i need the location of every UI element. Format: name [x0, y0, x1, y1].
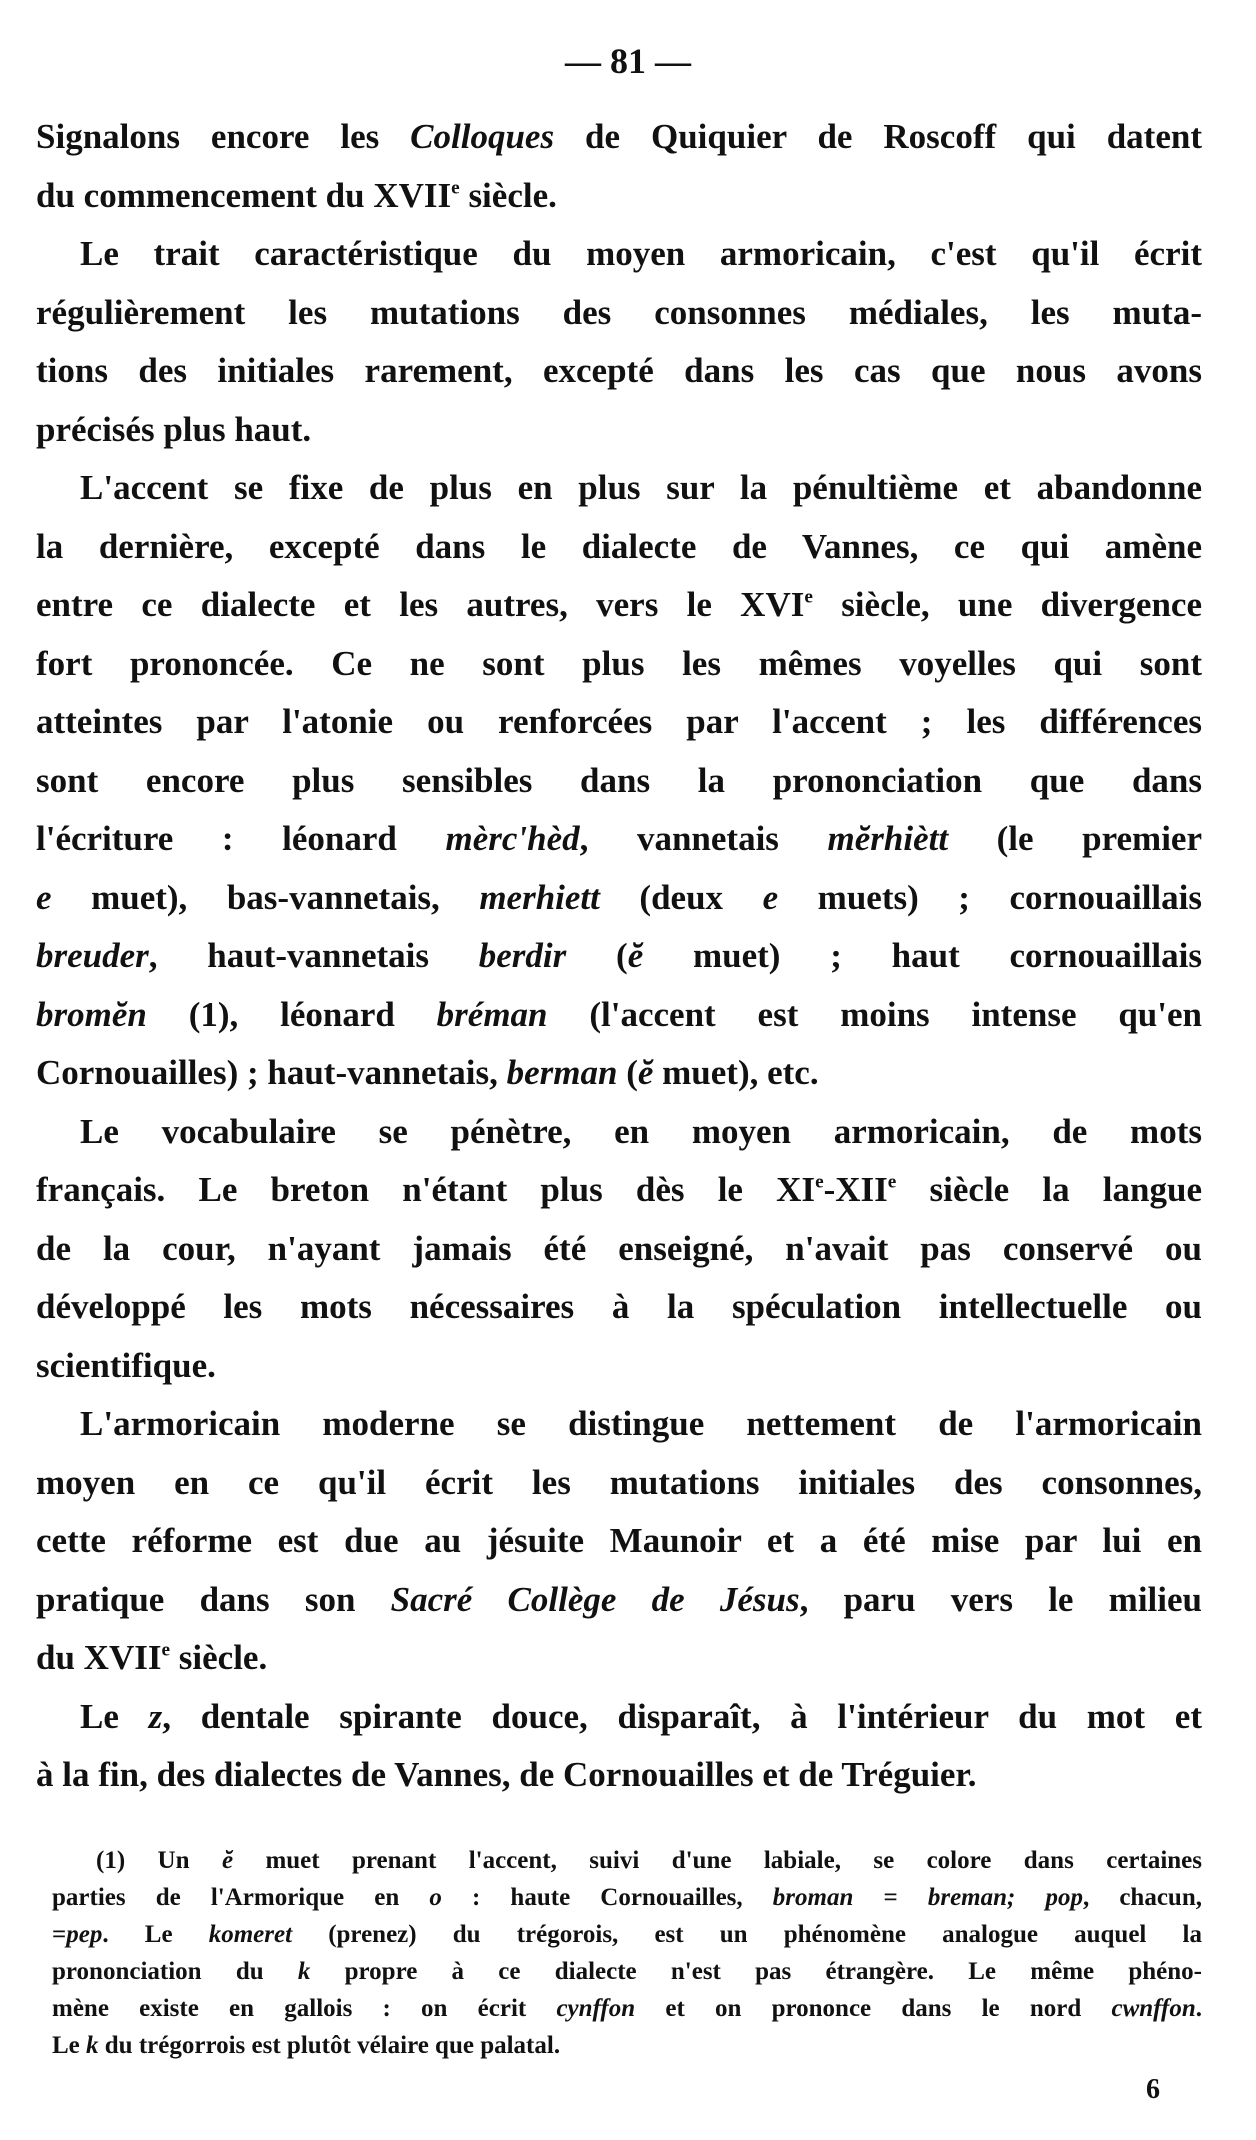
text-run: propre à ce dialecte n'est pas étrangère. Le même phéno-: [310, 1958, 1202, 1985]
text-run: (1) Un: [96, 1847, 222, 1874]
italic-term: o: [429, 1884, 442, 1911]
text-run: siècle.: [459, 175, 557, 215]
text-run: régulièrement les mutations des consonnes médiales, les muta-: [36, 292, 1202, 332]
text-run: la dernière, excepté dans le dialecte de Vannes, ce qui amène: [36, 526, 1202, 566]
text-run: (: [617, 1053, 638, 1092]
paragraph-line: [36, 108, 1202, 167]
text-run: à la fin, des dialectes de Vannes, de Cornouailles et de Tréguier.: [36, 1755, 977, 1794]
superscript: e: [804, 586, 813, 608]
paragraph-line: [36, 810, 1202, 869]
text-run: muets) ; cornouaillais: [778, 877, 1202, 917]
italic-term: mĕrhiètt: [827, 819, 949, 858]
superscript: e: [451, 177, 460, 199]
text-run: moyen en ce qu'il écrit les mutations initiales des consonnes,: [36, 1462, 1202, 1502]
text-run: (1), léonard: [146, 994, 437, 1034]
paragraph-line: [36, 342, 1202, 401]
text-run: pratique dans son: [36, 1579, 391, 1619]
text-run: : haute Cornouailles,: [441, 1884, 773, 1911]
paragraph-line: [36, 1571, 1202, 1630]
italic-term: cynffon: [556, 1995, 636, 2022]
italic-term: e: [36, 877, 52, 917]
footnote-line: [52, 1842, 1202, 1879]
text-run: atteintes par l'atonie ou renforcées par l'accent ; les différences: [36, 702, 1202, 741]
text-run: L'armoricain moderne se distingue nettement de l'armoricain: [80, 1404, 1202, 1443]
superscript: e: [815, 1171, 824, 1193]
superscript: e: [161, 1639, 171, 1661]
paragraph-line: [36, 1454, 1202, 1513]
italic-term: breuder: [36, 936, 149, 975]
text-run: Le vocabulaire se pénètre, en moyen armoricain, de mots: [80, 1111, 1202, 1151]
italic-term: broman: [772, 1884, 854, 1911]
italic-term: k: [297, 1958, 311, 1985]
footnote-line: [52, 1879, 1202, 1916]
paragraph-line: [36, 225, 1202, 284]
text-run: muet), etc.: [653, 1053, 819, 1092]
text-run: développé les mots nécessaires à la spéculation intellectuelle ou: [36, 1287, 1202, 1326]
italic-term: merhiett: [479, 877, 600, 917]
text-run: français. Le breton n'étant plus dès le XI: [36, 1170, 816, 1209]
text-run: muet prenant l'accent, suivi d'une labiale, se colore dans certaines: [233, 1847, 1203, 1874]
text-run: siècle.: [170, 1638, 268, 1677]
text-run: (prenez) du trégorois, est un phénomène analogue auquel la: [292, 1921, 1202, 1948]
text-run: entre ce dialecte et les autres, vers le XVI: [36, 585, 805, 624]
paragraph-line: [36, 459, 1202, 518]
text-run: Le trait caractéristique du moyen armoricain, c'est qu'il écrit: [80, 234, 1202, 273]
paragraph-line: [36, 927, 1202, 986]
italic-term: mèrc'hèd: [445, 819, 580, 858]
text-run: du XVII: [36, 1638, 162, 1677]
text-run: précisés plus haut.: [36, 409, 312, 449]
text-run: siècle la langue: [896, 1170, 1202, 1209]
text-run: mène existe en gallois : on écrit: [52, 1995, 557, 2022]
text-run: muet) ; haut cornouaillais: [643, 936, 1202, 975]
text-run: muet), bas-vannetais,: [51, 877, 480, 917]
text-run: L'accent se fixe de plus en plus sur la pénultième et abandonne: [80, 468, 1202, 507]
italic-term: breman; pop: [927, 1884, 1083, 1911]
paragraph-line: [36, 1746, 1202, 1805]
text-run: tions des initiales rarement, excepté dans les cas que nous avons: [36, 351, 1202, 390]
italic-term: bromĕn: [36, 994, 147, 1034]
footnote: [52, 1842, 1202, 2064]
footnote-line: [52, 1990, 1202, 2027]
text-run: Le: [80, 1696, 149, 1736]
text-run: sont encore plus sensibles dans la prononciation que dans: [36, 760, 1202, 800]
paragraph-line: [36, 284, 1202, 343]
text-run: Cornouailles) ; haut-vannetais,: [36, 1053, 507, 1092]
paragraph-line: [36, 1220, 1202, 1279]
paragraph-line: [36, 1337, 1202, 1396]
superscript: e: [887, 1171, 897, 1193]
text-run: du commencement du XVII: [36, 175, 452, 215]
italic-term: bréman: [436, 994, 548, 1034]
text-run: . Le: [102, 1921, 209, 1948]
paragraph-line: [36, 1044, 1202, 1103]
paragraph-line: [36, 401, 1202, 460]
text-run: (deux: [599, 877, 763, 917]
paragraph-line: [36, 635, 1202, 694]
italic-term: berman: [506, 1053, 618, 1092]
italic-term: ĕ: [627, 936, 644, 975]
paragraph-line: [36, 986, 1202, 1045]
paragraph-line: [36, 693, 1202, 752]
italic-term: pep: [66, 1921, 103, 1948]
text-run: et on prononce dans le nord: [635, 1995, 1112, 2022]
body-text: [36, 108, 1202, 1805]
italic-term: berdir: [478, 936, 567, 975]
text-run: fort prononcée. Ce ne sont plus les mêmes voyelles qui sont: [36, 643, 1202, 683]
italic-term: e: [762, 877, 779, 917]
text-run: parties de l'Armorique en: [52, 1884, 430, 1911]
text-run: prononciation du: [52, 1958, 298, 1985]
text-run: du trégorrois est plutôt vélaire que palatal.: [98, 2032, 561, 2059]
text-run: =: [52, 1921, 67, 1948]
paragraph-line: [36, 1512, 1202, 1571]
paragraph-line: [36, 869, 1202, 928]
text-run: siècle, une divergence: [812, 585, 1203, 624]
italic-term: Colloques: [410, 117, 555, 156]
text-run: , chacun,: [1082, 1884, 1202, 1911]
text-run: Le: [52, 2032, 87, 2059]
text-run: l'écriture : léonard: [36, 819, 446, 858]
paragraph-line: [36, 1629, 1202, 1688]
text-run: (l'accent est moins intense qu'en: [547, 994, 1202, 1034]
text-run: scientifique.: [36, 1345, 216, 1385]
paragraph-line: [36, 1103, 1202, 1162]
text-run: , haut-vannetais: [148, 936, 479, 975]
paragraph-line: [36, 167, 1202, 226]
signature-mark: 6: [1146, 2074, 1160, 2105]
text-run: (: [566, 936, 628, 975]
text-run: =: [853, 1884, 928, 1911]
footnote-line: [52, 2027, 1202, 2064]
italic-term: k: [86, 2032, 99, 2059]
text-run: -XII: [823, 1170, 888, 1209]
text-run: .: [1195, 1995, 1202, 2022]
text-run: cette réforme est due au jésuite Maunoir et a été mise par lui en: [36, 1521, 1202, 1560]
italic-term: ĕ: [637, 1053, 654, 1092]
italic-term: z: [148, 1696, 163, 1736]
text-run: Signalons encore les: [36, 117, 411, 156]
paragraph-line: [36, 1395, 1202, 1454]
footnote-line: [52, 1916, 1202, 1953]
italic-term: ĕ: [221, 1847, 234, 1874]
text-run: , dentale spirante douce, disparaît, à l'intérieur du mot et: [162, 1696, 1202, 1736]
page-number: — 81 —: [565, 41, 691, 81]
italic-term: komeret: [208, 1921, 293, 1948]
paragraph-line: [36, 1278, 1202, 1337]
footnote-line: [52, 1953, 1202, 1990]
italic-term: Sacré Collège de Jésus: [390, 1579, 800, 1619]
text-run: de la cour, n'ayant jamais été enseigné, n'avait pas conservé ou: [36, 1228, 1202, 1268]
text-run: (le premier: [948, 819, 1202, 858]
paragraph-line: [36, 518, 1202, 577]
paragraph-line: [36, 1161, 1202, 1220]
text-run: , paru vers le milieu: [799, 1579, 1203, 1619]
text-run: de Quiquier de Roscoff qui datent: [554, 117, 1202, 156]
italic-term: cwnffon: [1111, 1995, 1196, 2022]
paragraph-line: [36, 576, 1202, 635]
text-run: , vannetais: [579, 819, 828, 858]
paragraph-line: [36, 1688, 1202, 1747]
paragraph-line: [36, 752, 1202, 811]
